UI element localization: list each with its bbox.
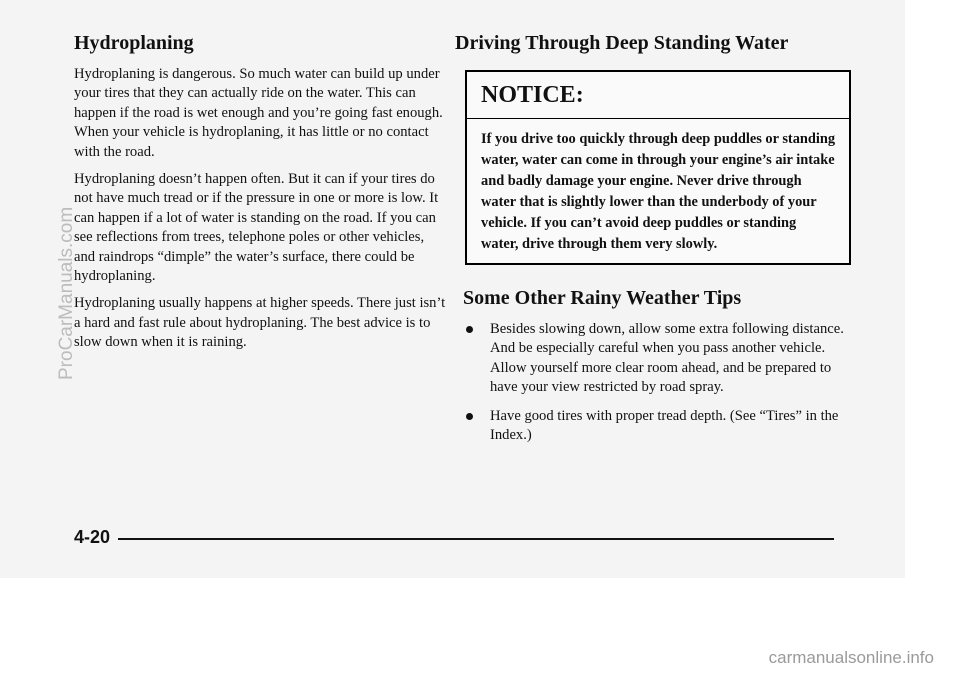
hydroplaning-heading: Hydroplaning	[74, 32, 194, 54]
paragraph: Hydroplaning usually happens at higher speeds. There just isn’t a hard and fast rule about hydroplaning. The best advice is to slow down when it is raining.	[74, 295, 446, 351]
left-column	[74, 30, 446, 361]
right-column	[455, 30, 850, 454]
bullet-icon	[466, 326, 473, 333]
paragraph: Hydroplaning is dangerous. So much water can build up under your tires that they can actually ride on the water. This can happen if the road is wet enough and you’re going fast enough. When your vehicle is hydroplaning, it has little or no contact with the road.	[74, 66, 443, 160]
tips-list	[455, 320, 850, 445]
list-item	[465, 407, 850, 446]
tip-text: Besides slowing down, allow some extra following distance. And be especially careful when you pass another vehicle. Allow yourself more clear room ahead, and be prepared to have your view restricted by road spray.	[490, 321, 844, 396]
notice-text: If you drive too quickly through deep puddles or standing water, water can come in through your engine’s air intake and badly damage your engine. Never drive through water that is slightly lower than the underbody of your vehicle. If you can’t avoid deep puddles or standing water, drive through them very slowly.	[481, 131, 836, 252]
site-watermark: carmanualsonline.info	[768, 648, 934, 667]
watermark: ProCarManuals.com	[56, 206, 77, 380]
footer-rule	[118, 538, 834, 540]
list-item	[465, 320, 850, 398]
tip-text: Have good tires with proper tread depth. (See “Tires” in the Index.)	[490, 407, 839, 444]
notice-title: NOTICE:	[467, 72, 849, 119]
rainy-tips-heading: Some Other Rainy Weather Tips	[463, 287, 742, 309]
bullet-icon	[466, 413, 473, 420]
page-number: 4-20	[74, 527, 111, 547]
page-footer	[74, 526, 834, 550]
notice-box	[465, 70, 851, 265]
deep-water-heading: Driving Through Deep Standing Water	[455, 32, 789, 54]
paragraph: Hydroplaning doesn’t happen often. But it can if your tires do not have much tread or if the pressure in one or more is low. It can happen if a lot of water is standing on the road. If you can see reflections from trees, telephone poles or other vehicles, and raindrops “dimple” the water’s surface, there could be hydroplaning.	[74, 171, 439, 285]
